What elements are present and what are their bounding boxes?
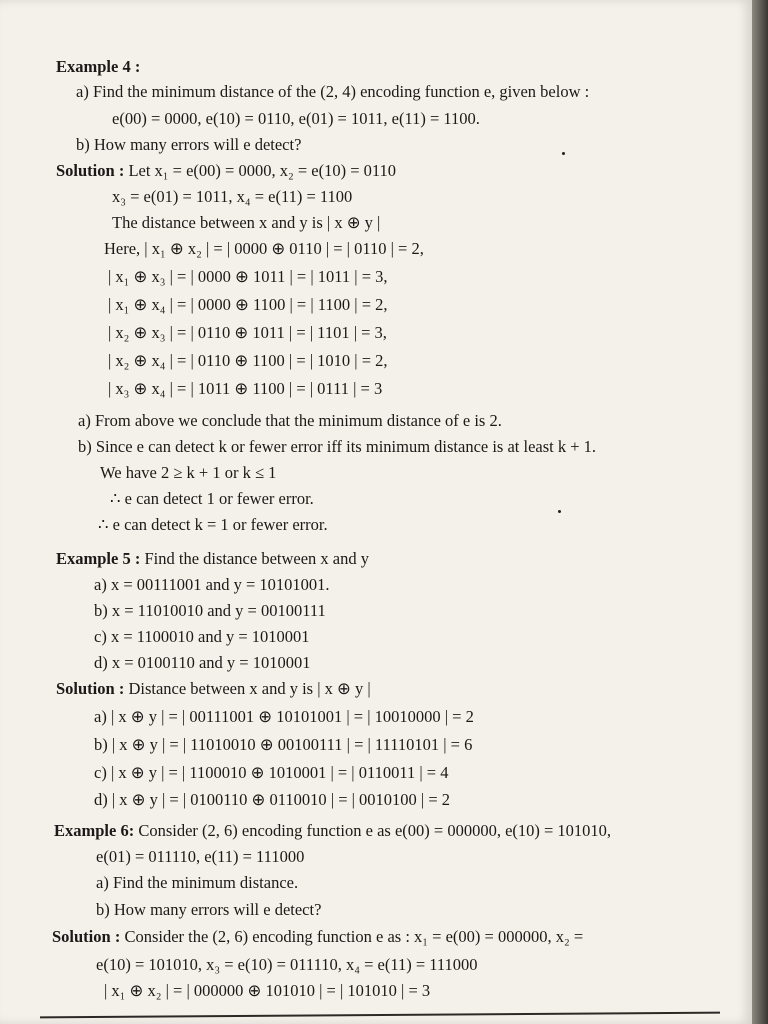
solution-label: Solution :: [56, 679, 125, 698]
example-4-part-a: a) Find the minimum distance of the (2, 4) encoding function e, given below :: [76, 82, 590, 101]
example-6-solution-line-2: e(10) = 101010, x₃ = e(10) = 011110, x₄ = e(11) = 111000: [96, 955, 478, 974]
example-6-solution-line: [52, 926, 583, 948]
example-4-heading: Example 4 :: [56, 57, 141, 76]
distance-definition: The distance between x and y is | x ⊕ y |: [112, 213, 381, 232]
example-6-heading-line: [54, 820, 611, 842]
conclusion-b: b) Since e can detect k or fewer error iff its minimum distance is at least k + 1.: [78, 437, 597, 456]
print-speck: [562, 152, 565, 155]
solution-text: Distance between x and y is | x ⊕ y |: [128, 679, 371, 698]
example-5-part-b: b) x = 11010010 and y = 00100111: [94, 601, 326, 620]
example-5-task: Find the distance between x and y: [144, 549, 369, 568]
example-6-codewords: e(01) = 011110, e(11) = 111000: [96, 847, 305, 866]
example-6-part-a: a) Find the minimum distance.: [96, 873, 299, 892]
example-6-part-b: b) How many errors will e detect?: [96, 900, 322, 919]
detect-line-1: ∴ e can detect 1 or fewer error.: [110, 489, 314, 508]
distance-x3-x4: | x₃ ⊕ x₄ | = | 1011 ⊕ 1100 | = | 0111 | = 3: [108, 379, 383, 398]
example-4-part-b: b) How many errors will e detect?: [76, 135, 302, 154]
example-5-part-c: c) x = 1100010 and y = 1010001: [94, 627, 310, 646]
example-6-heading: Example 6:: [54, 821, 135, 840]
example-5-answer-d: d) | x ⊕ y | = | 0100110 ⊕ 0110010 | = | 0010100 | = 2: [94, 790, 451, 809]
example-5-answer-c: c) | x ⊕ y | = | 1100010 ⊕ 1010001 | = | 0110011 | = 4: [94, 763, 449, 782]
distance-x1-x2: Here, | x₁ ⊕ x₂ | = | 0000 ⊕ 0110 | = | 0110 | = 2,: [104, 239, 424, 258]
solution-label: Solution :: [56, 161, 125, 180]
example-4-codewords: e(00) = 0000, e(10) = 0110, e(01) = 1011, e(11) = 1100.: [112, 109, 480, 128]
distance-x2-x3: | x₂ ⊕ x₃ | = | 0110 ⊕ 1011 | = | 1101 | = 3,: [108, 323, 387, 342]
distance-x1-x3: | x₁ ⊕ x₃ | = | 0000 ⊕ 1011 | = | 1011 | = 3,: [108, 267, 388, 286]
example-5-heading-line: [56, 548, 369, 570]
solution-label: Solution :: [52, 927, 121, 946]
distance-x1-x4: | x₁ ⊕ x₄ | = | 0000 ⊕ 1100 | = | 1100 | = 2,: [108, 295, 388, 314]
example-6-task: Consider (2, 6) encoding function e as e(00) = 000000, e(10) = 101010,: [138, 821, 612, 840]
example-6-distance-x1-x2: | x₁ ⊕ x₂ | = | 000000 ⊕ 101010 | = | 101010 | = 3: [104, 981, 431, 1000]
example-5-heading: Example 5 :: [56, 549, 141, 568]
solution-text: Consider the (2, 6) encoding function e as : x₁ = e(00) = 000000, x₂ =: [124, 927, 584, 946]
detect-line-2: ∴ e can detect k = 1 or fewer error.: [98, 515, 328, 534]
example-5-part-d: d) x = 0100110 and y = 1010001: [94, 653, 311, 672]
print-speck: [558, 510, 561, 513]
example-5-answer-a: a) | x ⊕ y | = | 00111001 ⊕ 10101001 | = | 10010000 | = 2: [94, 707, 474, 726]
solution-text: Let x₁ = e(00) = 0000, x₂ = e(10) = 0110: [128, 161, 397, 180]
example-5-solution-line: [56, 678, 371, 700]
distance-x2-x4: | x₂ ⊕ x₄ | = | 0110 ⊕ 1100 | = | 1010 | = 2,: [108, 351, 388, 370]
example-5-part-a: a) x = 00111001 and y = 10101001.: [94, 575, 330, 594]
example-4-solution-line-2: x₃ = e(01) = 1011, x₄ = e(11) = 1100: [112, 187, 353, 206]
example-4-solution-line: [56, 160, 396, 182]
example-5-answer-b: b) | x ⊕ y | = | 11010010 ⊕ 00100111 | = | 11110101 | = 6: [94, 735, 473, 754]
conclusion-a: a) From above we conclude that the minimum distance of e is 2.: [78, 411, 502, 430]
bottom-rule: [40, 1012, 720, 1019]
inequality-line: We have 2 ≥ k + 1 or k ≤ 1: [100, 463, 277, 482]
